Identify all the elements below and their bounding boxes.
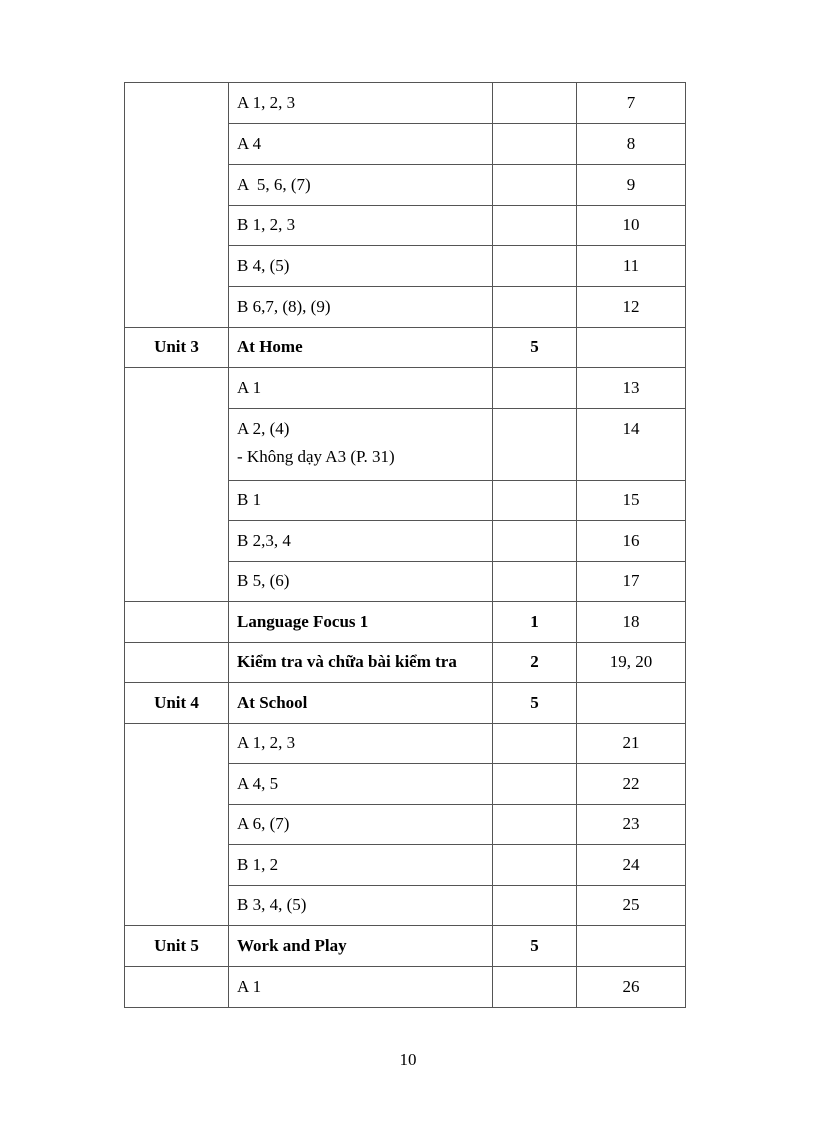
unit-header-row: [125, 683, 686, 724]
content-cell: A 1, 2, 3: [229, 724, 493, 764]
periods-cell: 5: [493, 926, 577, 967]
periods-cell: [493, 165, 577, 206]
unit-cell: [125, 83, 229, 328]
lesson-number-cell: 17: [577, 562, 686, 602]
lesson-number-cell: 9: [577, 165, 686, 206]
lesson-number-cell: 10: [577, 206, 686, 246]
table-row: [125, 602, 686, 643]
unit-title-cell: At Home: [229, 328, 493, 368]
periods-cell: [493, 481, 577, 521]
periods-cell: [493, 845, 577, 886]
content-cell: A 4, 5: [229, 764, 493, 805]
periods-cell: 1: [493, 602, 577, 643]
unit-cell: [125, 724, 229, 926]
lesson-number-cell: 16: [577, 521, 686, 562]
lesson-number-cell: 23: [577, 805, 686, 845]
content-cell: B 1, 2: [229, 845, 493, 886]
content-cell: A 6, (7): [229, 805, 493, 845]
lesson-plan-table: [124, 82, 686, 1008]
table-row: [125, 724, 686, 764]
unit-title-cell: Work and Play: [229, 926, 493, 967]
lesson-number-cell: 12: [577, 287, 686, 328]
content-cell: B 6,7, (8), (9): [229, 287, 493, 328]
lesson-plan-body: [125, 83, 686, 1008]
periods-cell: 5: [493, 328, 577, 368]
content-cell: A 1: [229, 967, 493, 1008]
table-row: [125, 83, 686, 124]
content-cell: B 1: [229, 481, 493, 521]
periods-cell: [493, 246, 577, 287]
table-row: [125, 643, 686, 683]
content-cell: A 1, 2, 3: [229, 83, 493, 124]
periods-cell: [493, 521, 577, 562]
content-cell: A 5, 6, (7): [229, 165, 493, 206]
periods-cell: [493, 409, 577, 481]
lesson-number-cell: 21: [577, 724, 686, 764]
content-cell: Language Focus 1: [229, 602, 493, 643]
content-note: - Không dạy A3 (P. 31): [237, 446, 395, 466]
periods-cell: [493, 368, 577, 409]
unit-cell: Unit 3: [125, 328, 229, 368]
periods-cell: 2: [493, 643, 577, 683]
content-cell: B 5, (6): [229, 562, 493, 602]
lesson-number-cell: [577, 683, 686, 724]
unit-cell: [125, 602, 229, 643]
lesson-number-cell: 8: [577, 124, 686, 165]
content-cell: B 4, (5): [229, 246, 493, 287]
page-number: 10: [399, 1050, 417, 1069]
lesson-number-cell: 14: [577, 409, 686, 481]
unit-title-cell: At School: [229, 683, 493, 724]
lesson-number-cell: 18: [577, 602, 686, 643]
lesson-number-cell: 7: [577, 83, 686, 124]
periods-cell: [493, 206, 577, 246]
content-cell: Kiểm tra và chữa bài kiểm tra: [229, 643, 493, 683]
content-cell: A 1: [229, 368, 493, 409]
lesson-number-cell: [577, 328, 686, 368]
lesson-number-cell: 15: [577, 481, 686, 521]
content-cell: A 4: [229, 124, 493, 165]
periods-cell: [493, 805, 577, 845]
periods-cell: [493, 967, 577, 1008]
unit-cell: Unit 4: [125, 683, 229, 724]
periods-cell: [493, 83, 577, 124]
periods-cell: [493, 886, 577, 926]
lesson-number-cell: 26: [577, 967, 686, 1008]
lesson-number-cell: 25: [577, 886, 686, 926]
lesson-number-cell: 11: [577, 246, 686, 287]
periods-cell: [493, 764, 577, 805]
unit-cell: [125, 643, 229, 683]
unit-header-row: [125, 328, 686, 368]
periods-cell: 5: [493, 683, 577, 724]
periods-cell: [493, 124, 577, 165]
lesson-number-cell: [577, 926, 686, 967]
lesson-number-cell: 13: [577, 368, 686, 409]
periods-cell: [493, 287, 577, 328]
table-row: [125, 368, 686, 409]
periods-cell: [493, 724, 577, 764]
unit-cell: [125, 368, 229, 602]
content-text: A 2, (4): [237, 419, 290, 438]
content-cell: B 2,3, 4: [229, 521, 493, 562]
periods-cell: [493, 562, 577, 602]
content-cell: [229, 409, 493, 481]
lesson-number-cell: 24: [577, 845, 686, 886]
content-cell: B 1, 2, 3: [229, 206, 493, 246]
unit-cell: Unit 5: [125, 926, 229, 967]
table-row: [125, 967, 686, 1008]
unit-header-row: [125, 926, 686, 967]
lesson-number-cell: 22: [577, 764, 686, 805]
lesson-number-cell: 19, 20: [577, 643, 686, 683]
content-cell: B 3, 4, (5): [229, 886, 493, 926]
unit-cell: [125, 967, 229, 1008]
